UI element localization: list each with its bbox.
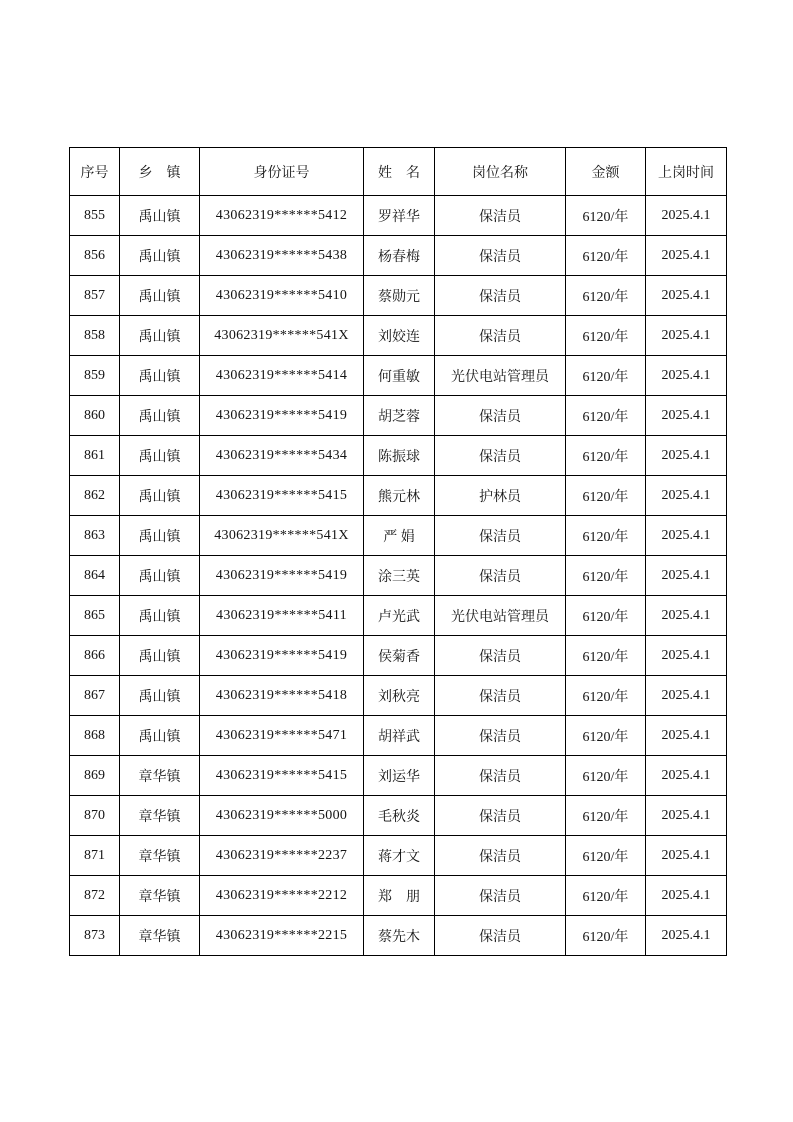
table-row (70, 396, 727, 436)
cell-amount: 6120/年 (566, 396, 646, 436)
cell-start-date: 2025.4.1 (646, 196, 727, 236)
cell-id-number: 43062319******2237 (200, 836, 364, 876)
cell-id-number: 43062319******2212 (200, 876, 364, 916)
cell-index: 861 (70, 436, 120, 476)
cell-name: 毛秋炎 (364, 796, 435, 836)
cell-name: 蔡勋元 (364, 276, 435, 316)
cell-township: 禹山镇 (120, 516, 200, 556)
cell-id-number: 43062319******5471 (200, 716, 364, 756)
cell-start-date: 2025.4.1 (646, 396, 727, 436)
cell-id-number: 43062319******5434 (200, 436, 364, 476)
table-row (70, 756, 727, 796)
cell-amount: 6120/年 (566, 596, 646, 636)
table-row (70, 476, 727, 516)
cell-id-number: 43062319******5438 (200, 236, 364, 276)
cell-position: 保洁员 (435, 676, 566, 716)
column-header-amount: 金额 (566, 148, 646, 196)
cell-name: 刘运华 (364, 756, 435, 796)
cell-id-number: 43062319******5410 (200, 276, 364, 316)
cell-township: 章华镇 (120, 756, 200, 796)
cell-amount: 6120/年 (566, 236, 646, 276)
cell-index: 859 (70, 356, 120, 396)
cell-id-number: 43062319******5419 (200, 556, 364, 596)
cell-id-number: 43062319******5415 (200, 756, 364, 796)
table-row (70, 196, 727, 236)
cell-index: 865 (70, 596, 120, 636)
cell-township: 章华镇 (120, 796, 200, 836)
cell-start-date: 2025.4.1 (646, 236, 727, 276)
table-row (70, 236, 727, 276)
cell-index: 867 (70, 676, 120, 716)
cell-index: 873 (70, 916, 120, 956)
cell-name: 陈振球 (364, 436, 435, 476)
cell-start-date: 2025.4.1 (646, 516, 727, 556)
table-row (70, 316, 727, 356)
header-row (70, 148, 727, 196)
cell-id-number: 43062319******5418 (200, 676, 364, 716)
cell-amount: 6120/年 (566, 716, 646, 756)
table-row (70, 436, 727, 476)
cell-id-number: 43062319******2215 (200, 916, 364, 956)
cell-index: 857 (70, 276, 120, 316)
table-row (70, 516, 727, 556)
cell-township: 禹山镇 (120, 476, 200, 516)
cell-start-date: 2025.4.1 (646, 596, 727, 636)
cell-id-number: 43062319******541X (200, 316, 364, 356)
table-row (70, 796, 727, 836)
cell-id-number: 43062319******5412 (200, 196, 364, 236)
cell-name: 胡祥武 (364, 716, 435, 756)
cell-name: 何重敏 (364, 356, 435, 396)
column-header-township: 乡 镇 (120, 148, 200, 196)
cell-name: 严 娟 (364, 516, 435, 556)
cell-position: 保洁员 (435, 756, 566, 796)
cell-township: 章华镇 (120, 876, 200, 916)
cell-id-number: 43062319******5419 (200, 396, 364, 436)
cell-township: 禹山镇 (120, 316, 200, 356)
cell-name: 熊元林 (364, 476, 435, 516)
cell-index: 860 (70, 396, 120, 436)
cell-amount: 6120/年 (566, 556, 646, 596)
cell-id-number: 43062319******541X (200, 516, 364, 556)
cell-amount: 6120/年 (566, 276, 646, 316)
cell-amount: 6120/年 (566, 316, 646, 356)
cell-township: 禹山镇 (120, 636, 200, 676)
cell-township: 禹山镇 (120, 236, 200, 276)
cell-position: 保洁员 (435, 716, 566, 756)
cell-position: 保洁员 (435, 516, 566, 556)
cell-start-date: 2025.4.1 (646, 876, 727, 916)
cell-township: 禹山镇 (120, 276, 200, 316)
cell-start-date: 2025.4.1 (646, 476, 727, 516)
table-body (70, 196, 727, 956)
cell-township: 禹山镇 (120, 356, 200, 396)
cell-start-date: 2025.4.1 (646, 916, 727, 956)
table-row (70, 636, 727, 676)
cell-start-date: 2025.4.1 (646, 676, 727, 716)
cell-start-date: 2025.4.1 (646, 796, 727, 836)
cell-position: 保洁员 (435, 316, 566, 356)
table-row (70, 356, 727, 396)
cell-township: 禹山镇 (120, 716, 200, 756)
table-row (70, 276, 727, 316)
cell-amount: 6120/年 (566, 436, 646, 476)
cell-township: 章华镇 (120, 836, 200, 876)
cell-start-date: 2025.4.1 (646, 716, 727, 756)
cell-name: 罗祥华 (364, 196, 435, 236)
table-row (70, 596, 727, 636)
cell-township: 禹山镇 (120, 596, 200, 636)
cell-amount: 6120/年 (566, 836, 646, 876)
cell-township: 禹山镇 (120, 436, 200, 476)
table-row (70, 716, 727, 756)
cell-position: 保洁员 (435, 196, 566, 236)
cell-index: 855 (70, 196, 120, 236)
cell-id-number: 43062319******5414 (200, 356, 364, 396)
personnel-roster-table (69, 147, 727, 956)
cell-name: 刘姣连 (364, 316, 435, 356)
cell-position: 保洁员 (435, 876, 566, 916)
cell-amount: 6120/年 (566, 196, 646, 236)
cell-township: 章华镇 (120, 916, 200, 956)
cell-start-date: 2025.4.1 (646, 636, 727, 676)
cell-position: 保洁员 (435, 916, 566, 956)
cell-index: 856 (70, 236, 120, 276)
cell-start-date: 2025.4.1 (646, 316, 727, 356)
cell-amount: 6120/年 (566, 796, 646, 836)
cell-amount: 6120/年 (566, 516, 646, 556)
cell-id-number: 43062319******5411 (200, 596, 364, 636)
cell-start-date: 2025.4.1 (646, 356, 727, 396)
cell-name: 郑 朋 (364, 876, 435, 916)
cell-start-date: 2025.4.1 (646, 436, 727, 476)
cell-position: 护林员 (435, 476, 566, 516)
cell-township: 禹山镇 (120, 196, 200, 236)
cell-name: 卢光武 (364, 596, 435, 636)
cell-start-date: 2025.4.1 (646, 276, 727, 316)
cell-name: 杨春梅 (364, 236, 435, 276)
cell-amount: 6120/年 (566, 676, 646, 716)
cell-amount: 6120/年 (566, 636, 646, 676)
cell-name: 蔡先木 (364, 916, 435, 956)
table-row (70, 916, 727, 956)
cell-position: 保洁员 (435, 236, 566, 276)
cell-amount: 6120/年 (566, 476, 646, 516)
column-header-name: 姓 名 (364, 148, 435, 196)
cell-township: 禹山镇 (120, 396, 200, 436)
cell-index: 869 (70, 756, 120, 796)
cell-amount: 6120/年 (566, 756, 646, 796)
cell-index: 858 (70, 316, 120, 356)
cell-index: 870 (70, 796, 120, 836)
cell-start-date: 2025.4.1 (646, 836, 727, 876)
cell-index: 866 (70, 636, 120, 676)
column-header-id-number: 身份证号 (200, 148, 364, 196)
cell-position: 保洁员 (435, 556, 566, 596)
cell-id-number: 43062319******5000 (200, 796, 364, 836)
cell-id-number: 43062319******5419 (200, 636, 364, 676)
cell-start-date: 2025.4.1 (646, 556, 727, 596)
cell-position: 保洁员 (435, 636, 566, 676)
cell-index: 872 (70, 876, 120, 916)
column-header-start-date: 上岗时间 (646, 148, 727, 196)
cell-name: 涂三英 (364, 556, 435, 596)
column-header-position: 岗位名称 (435, 148, 566, 196)
table-row (70, 676, 727, 716)
cell-id-number: 43062319******5415 (200, 476, 364, 516)
table-row (70, 556, 727, 596)
cell-position: 保洁员 (435, 396, 566, 436)
table-row (70, 876, 727, 916)
cell-township: 禹山镇 (120, 676, 200, 716)
cell-amount: 6120/年 (566, 916, 646, 956)
cell-index: 871 (70, 836, 120, 876)
cell-township: 禹山镇 (120, 556, 200, 596)
cell-position: 光伏电站管理员 (435, 356, 566, 396)
cell-index: 862 (70, 476, 120, 516)
cell-start-date: 2025.4.1 (646, 756, 727, 796)
column-header-index: 序号 (70, 148, 120, 196)
cell-index: 864 (70, 556, 120, 596)
cell-name: 蒋才文 (364, 836, 435, 876)
cell-name: 刘秋亮 (364, 676, 435, 716)
cell-position: 保洁员 (435, 796, 566, 836)
cell-position: 保洁员 (435, 436, 566, 476)
table-row (70, 836, 727, 876)
cell-index: 863 (70, 516, 120, 556)
cell-amount: 6120/年 (566, 356, 646, 396)
cell-amount: 6120/年 (566, 876, 646, 916)
cell-name: 胡芝蓉 (364, 396, 435, 436)
cell-position: 保洁员 (435, 276, 566, 316)
cell-name: 侯菊香 (364, 636, 435, 676)
cell-position: 保洁员 (435, 836, 566, 876)
cell-index: 868 (70, 716, 120, 756)
cell-position: 光伏电站管理员 (435, 596, 566, 636)
